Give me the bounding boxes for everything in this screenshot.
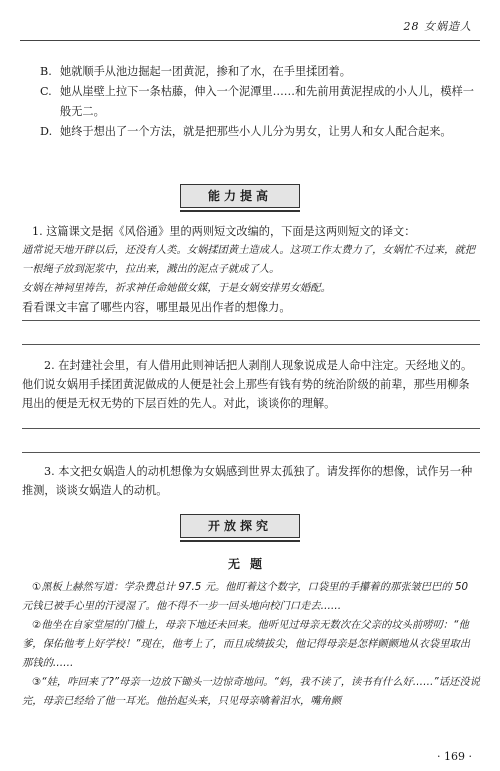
option-key: C. (40, 85, 52, 98)
option-text: 她就顺手从池边掘起一团黄泥，掺和了水，在手里揉团着。 (60, 65, 351, 78)
question-1-prompt: 看看课文丰富了哪些内容，哪里最见出作者的想像力。 (22, 301, 291, 314)
answer-line (22, 320, 480, 321)
page-number: · 169 · (437, 750, 472, 763)
question-3 (22, 462, 480, 500)
question-2 (22, 356, 480, 413)
translation-para: 通常说天地开辟以后，还没有人类。女娲揉团黄土造成人。这项工作太费力了，女娲忙不过来，就把一根绳子放到泥浆中，拉出来，溅出的泥点子就成了人。 (22, 244, 476, 275)
answer-line (22, 428, 480, 429)
question-3-text: 3. 本文把女娲造人的动机想像为女娲感到世界太孤独了。请发挥你的想像，试作另一种推测，谈谈女娲造人的动机。 (22, 465, 473, 497)
answer-line (22, 344, 480, 345)
essay-paragraph: ①黑板上赫然写道：学杂费总计 97.5 元。他盯着这个数字，口袋里的手攥着的那张皱巴巴的 50 元钱已被手心里的汗浸湿了。他不得不一步一回头地向校门口走去…… (22, 581, 469, 612)
option-c (22, 82, 480, 122)
translation-block (22, 241, 480, 298)
question-1-intro: 1. 这篇课文是据《风俗通》里的两则短文改编的，下面是这两则短文的译文： (32, 225, 416, 238)
chapter-title: 28 女娲造人 (403, 20, 472, 33)
option-b (22, 62, 480, 82)
translation-para: 女娲在神祠里祷告，祈求神任命她做女媒，于是女娲安排男女婚配。 (22, 282, 331, 294)
option-d (22, 122, 480, 142)
essay-title: 无题 (227, 557, 272, 571)
page-header (20, 14, 480, 41)
question-2-text: 2. 在封建社会里，有人借用此则神话把人剥削人现象说成是人命中注定。天经地义的。他们说女娲用手揉团黄泥做成的人便是社会上那些有钱有势的统治阶级的前辈，那些用柳条甩出的便是无权无势的下层百姓的先人。对此，谈谈你的理解。 (22, 359, 473, 410)
question-1 (22, 222, 480, 317)
section-banner-explore: 开放探究 (180, 514, 300, 538)
essay-body (22, 578, 480, 711)
answer-line (22, 452, 480, 453)
essay-paragraph: ②他坐在自家堂屋的门槛上，母亲下地还未回来。他听见过母亲无数次在父亲的坟头前唠叨：“他爹，保佑他考上好学校！”现在，他考上了，而且成绩拔尖，他记得母亲是怎样颤颤地从衣袋里取出那钱的…… (22, 619, 471, 669)
section-banner-ability: 能力提高 (180, 184, 300, 208)
option-text: 她终于想出了一个方法，就是把那些小人儿分为男女，让男人和女人配合起来。 (60, 125, 452, 138)
answer-options (22, 62, 480, 142)
essay-paragraph: ③“娃，咋回来了?”母亲一边放下锄头一边惊奇地问。“妈，我不读了，读书有什么好……”话还没说完，母亲已经给了他一耳光。他抬起头来，只见母亲噙着泪水，嘴角颤 (22, 676, 480, 707)
option-key: D. (40, 125, 53, 138)
option-key: B. (40, 65, 52, 78)
option-text: 她从崖壁上拉下一条枯藤，伸入一个泥潭里……和先前用黄泥捏成的小人儿，模样一般无二。 (60, 85, 474, 118)
